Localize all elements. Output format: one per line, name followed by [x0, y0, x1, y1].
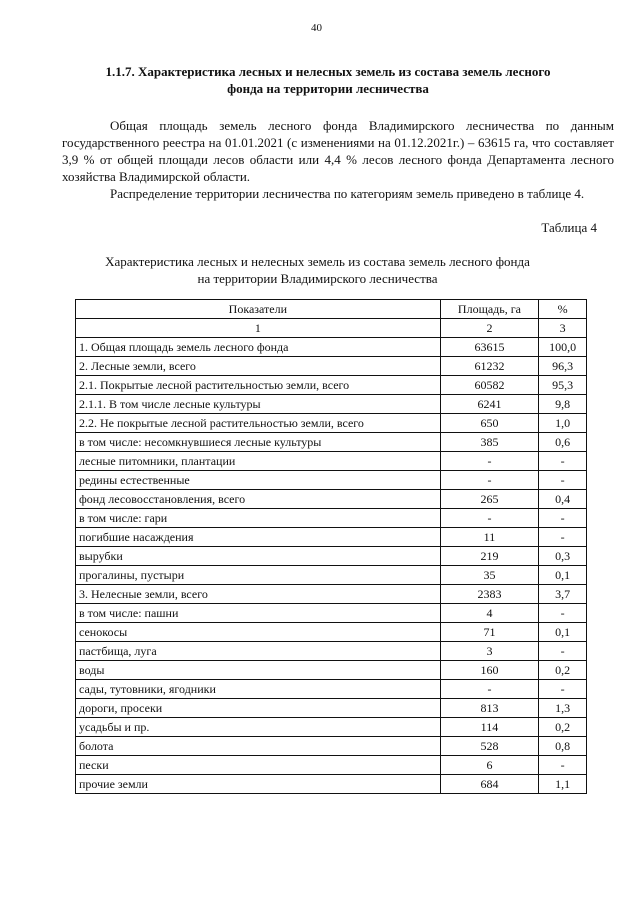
row-area: 71	[440, 623, 538, 642]
row-percent: -	[539, 452, 587, 471]
table-row	[76, 642, 587, 661]
row-indicator: воды	[76, 661, 441, 680]
row-area: 650	[440, 414, 538, 433]
row-indicator: 1. Общая площадь земель лесного фонда	[76, 338, 441, 357]
page-number: 40	[311, 22, 322, 34]
paragraph-distribution-text: Распределение территории лесничества по категориям земель приведено в таблице 4.	[110, 186, 585, 201]
table-row	[76, 528, 587, 547]
section-heading	[78, 63, 578, 97]
table-caption-line-2: на территории Владимирского лесничества	[197, 271, 438, 286]
row-area: 114	[440, 718, 538, 737]
row-percent: 96,3	[539, 357, 587, 376]
row-percent: -	[539, 680, 587, 699]
row-percent: 0,6	[539, 433, 587, 452]
row-percent: 3,7	[539, 585, 587, 604]
row-area: -	[440, 452, 538, 471]
row-area: -	[440, 509, 538, 528]
table-row	[76, 756, 587, 775]
land-characteristics-table	[75, 299, 587, 794]
row-percent: 1,0	[539, 414, 587, 433]
column-number-2: 2	[440, 319, 538, 338]
table-column-numbers-row	[76, 319, 587, 338]
row-area: 528	[440, 737, 538, 756]
table-row	[76, 414, 587, 433]
row-area: 6241	[440, 395, 538, 414]
table-row	[76, 338, 587, 357]
row-percent: 0,8	[539, 737, 587, 756]
row-area: 60582	[440, 376, 538, 395]
row-indicator: 2.2. Не покрытые лесной растительностью земли, всего	[76, 414, 441, 433]
row-area: -	[440, 471, 538, 490]
table-row	[76, 452, 587, 471]
table-label: Таблица 4	[541, 220, 597, 235]
row-indicator: дороги, просеки	[76, 699, 441, 718]
table-row	[76, 566, 587, 585]
row-area: 63615	[440, 338, 538, 357]
row-percent: -	[539, 642, 587, 661]
table-caption-line-1: Характеристика лесных и нелесных земель из состава земель лесного фонда	[105, 254, 530, 269]
row-percent: 0,2	[539, 661, 587, 680]
table-caption	[60, 253, 575, 287]
table-row	[76, 775, 587, 794]
row-percent: 1,1	[539, 775, 587, 794]
row-percent: 0,4	[539, 490, 587, 509]
row-area: 11	[440, 528, 538, 547]
row-indicator: в том числе: несомкнувшиеся лесные культуры	[76, 433, 441, 452]
row-percent: 1,3	[539, 699, 587, 718]
row-percent: -	[539, 756, 587, 775]
row-area: 35	[440, 566, 538, 585]
row-indicator: 3. Нелесные земли, всего	[76, 585, 441, 604]
table-row	[76, 509, 587, 528]
row-percent: -	[539, 604, 587, 623]
table-header-row	[76, 300, 587, 319]
row-area: 265	[440, 490, 538, 509]
row-area: 813	[440, 699, 538, 718]
table-row	[76, 357, 587, 376]
section-heading-line-1: 1.1.7. Характеристика лесных и нелесных земель из состава земель лесного	[105, 64, 551, 79]
row-percent: -	[539, 471, 587, 490]
table-row	[76, 490, 587, 509]
row-percent: -	[539, 509, 587, 528]
row-percent: 0,2	[539, 718, 587, 737]
row-indicator: 2.1.1. В том числе лесные культуры	[76, 395, 441, 414]
row-percent: 0,1	[539, 566, 587, 585]
row-area: 684	[440, 775, 538, 794]
table-row	[76, 585, 587, 604]
row-indicator: болота	[76, 737, 441, 756]
row-percent: 95,3	[539, 376, 587, 395]
row-area: 61232	[440, 357, 538, 376]
row-percent: 0,1	[539, 623, 587, 642]
row-indicator: лесные питомники, плантации	[76, 452, 441, 471]
row-indicator: прочие земли	[76, 775, 441, 794]
row-indicator: сады, тутовники, ягодники	[76, 680, 441, 699]
row-area: 160	[440, 661, 538, 680]
paragraph-distribution	[62, 185, 614, 202]
table-row	[76, 699, 587, 718]
table-body	[76, 338, 587, 794]
header-indicators: Показатели	[76, 300, 441, 319]
row-area: 3	[440, 642, 538, 661]
table-row	[76, 433, 587, 452]
row-indicator: прогалины, пустыри	[76, 566, 441, 585]
row-area: 4	[440, 604, 538, 623]
paragraph-total-area-text: Общая площадь земель лесного фонда Владимирского лесничества по данным государственного реестра на 01.01.2021 (с изменениями на 01.12.2021г.) – 63615 га, что составляет 3,9 % от общей площади лесов области или 4,4 % лесов лесного фонда Департамента лесного хозяйства Владимирской области.	[62, 118, 614, 184]
header-area: Площадь, га	[440, 300, 538, 319]
table-row	[76, 661, 587, 680]
row-percent: 100,0	[539, 338, 587, 357]
row-area: 385	[440, 433, 538, 452]
row-indicator: погибшие насаждения	[76, 528, 441, 547]
row-indicator: в том числе: гари	[76, 509, 441, 528]
table-row	[76, 623, 587, 642]
row-indicator: усадьбы и пр.	[76, 718, 441, 737]
row-indicator: 2. Лесные земли, всего	[76, 357, 441, 376]
row-indicator: в том числе: пашни	[76, 604, 441, 623]
row-indicator: пески	[76, 756, 441, 775]
table-row	[76, 737, 587, 756]
table-row	[76, 376, 587, 395]
row-indicator: сенокосы	[76, 623, 441, 642]
row-area: 219	[440, 547, 538, 566]
row-indicator: 2.1. Покрытые лесной растительностью земли, всего	[76, 376, 441, 395]
table-row	[76, 471, 587, 490]
header-percent: %	[539, 300, 587, 319]
section-heading-line-2: фонда на территории лесничества	[227, 81, 429, 96]
row-indicator: редины естественные	[76, 471, 441, 490]
row-percent: -	[539, 528, 587, 547]
table-row	[76, 718, 587, 737]
column-number-1: 1	[76, 319, 441, 338]
row-area: 6	[440, 756, 538, 775]
paragraph-total-area	[62, 117, 614, 185]
table-row	[76, 604, 587, 623]
row-indicator: вырубки	[76, 547, 441, 566]
row-area: -	[440, 680, 538, 699]
row-percent: 0,3	[539, 547, 587, 566]
column-number-3: 3	[539, 319, 587, 338]
row-area: 2383	[440, 585, 538, 604]
table-row	[76, 395, 587, 414]
row-indicator: фонд лесовосстановления, всего	[76, 490, 441, 509]
table-row	[76, 680, 587, 699]
row-percent: 9,8	[539, 395, 587, 414]
table-row	[76, 547, 587, 566]
row-indicator: пастбища, луга	[76, 642, 441, 661]
